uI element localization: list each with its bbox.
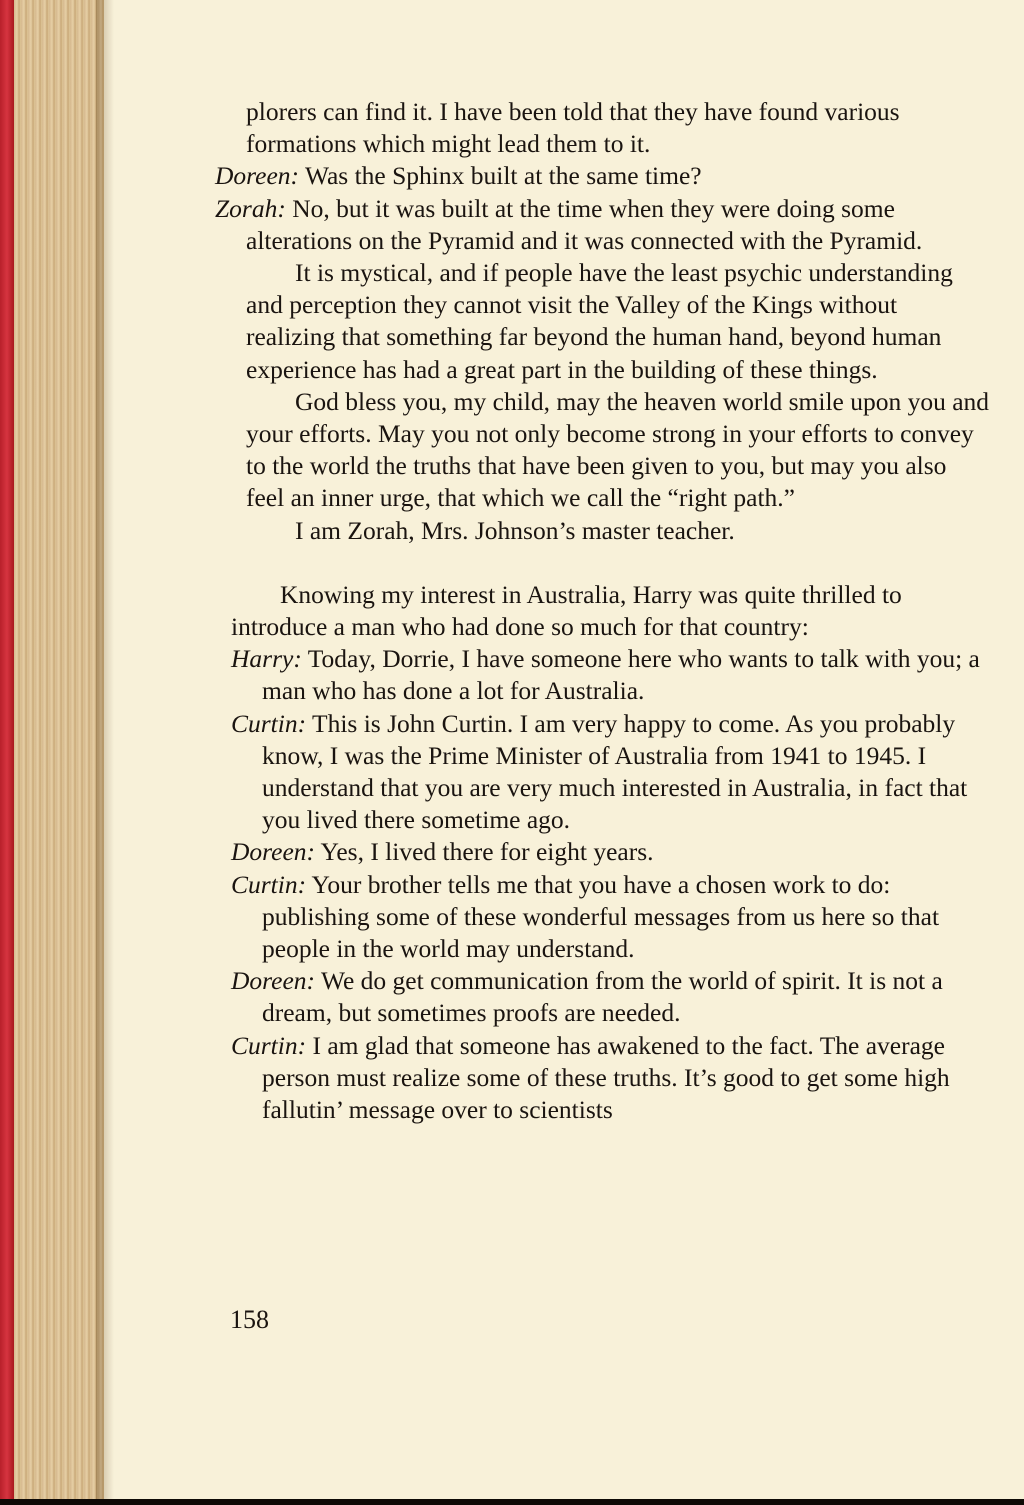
speaker-label: Curtin:	[231, 1030, 307, 1060]
paragraph: It is mystical, and if people have the least psychic understanding and perception they cannot visit the Valley of the Kings without realizing that something far beyond the human hand, beyond human experience has had a great part in the building of these things.	[246, 258, 953, 384]
book-spine-edge	[0, 0, 14, 1505]
scan-border	[0, 1499, 1024, 1505]
speaker-label: Curtin:	[231, 869, 307, 899]
dialogue-text: Was the Sphinx built at the same time?	[299, 161, 702, 191]
section-break	[215, 547, 990, 579]
dialogue-line	[231, 965, 990, 1029]
narration-paragraph: Knowing my interest in Australia, Harry was quite thrilled to introduce a man who had done so much for that country:	[231, 579, 902, 642]
speaker-label: Curtin:	[231, 708, 307, 738]
dialogue-line	[231, 869, 990, 966]
paragraph-continuation: plorers can find it. I have been told that they have found various formations which might lead them to it.	[246, 97, 900, 159]
speaker-label: Doreen:	[231, 837, 316, 867]
dialogue-section	[215, 579, 990, 1126]
dialogue-text: Your brother tells me that you have a chosen work to do: publishing some of these wonderful messages from us here so that people in the world may understand.	[262, 869, 940, 964]
dialogue-line	[231, 1030, 990, 1127]
dialogue-line	[231, 643, 990, 707]
speaker-label: Harry:	[231, 644, 302, 674]
dialogue-line	[215, 160, 990, 192]
paragraph: God bless you, my child, may the heaven world smile upon you and your efforts. May you not only become strong in your efforts to convey to the world the truths that have been given to you, but may you also feel an inner urge, that which we call the “right path.”	[246, 386, 990, 513]
speaker-label: Doreen:	[231, 966, 316, 996]
page-number: 158	[230, 1305, 269, 1334]
dialogue-text: This is John Curtin. I am very happy to come. As you probably know, I was the Prime Minister of Australia from 1941 to 1945. I understand that you are very much interested in Australia, in fact that you lived there sometime ago.	[262, 708, 968, 835]
dialogue-text: Today, Dorrie, I have someone here who wants to talk with you; a man who has done a lot for Australia.	[262, 644, 980, 706]
dialogue-line	[215, 193, 990, 257]
dialogue-line	[231, 708, 990, 837]
page-text	[215, 96, 990, 1126]
dialogue-text: We do get communication from the world of spirit. It is not a dream, but sometimes proofs are needed.	[262, 966, 943, 1028]
speaker-label: Zorah:	[215, 193, 286, 223]
dialogue-text: I am glad that someone has awakened to the fact. The average person must realize some of these truths. It’s good to get some high fallutin’ message over to scientists	[262, 1030, 950, 1125]
speaker-label: Doreen:	[215, 161, 300, 191]
paragraph: I am Zorah, Mrs. Johnson’s master teacher.	[295, 515, 735, 545]
page-edges	[14, 0, 104, 1505]
gutter-shadow	[96, 0, 114, 1505]
dialogue-text: No, but it was built at the time when they were doing some alterations on the Pyramid and it was connected with the Pyramid.	[246, 193, 923, 255]
dialogue-line	[231, 836, 990, 868]
dialogue-text: Yes, I lived there for eight years.	[315, 837, 654, 867]
